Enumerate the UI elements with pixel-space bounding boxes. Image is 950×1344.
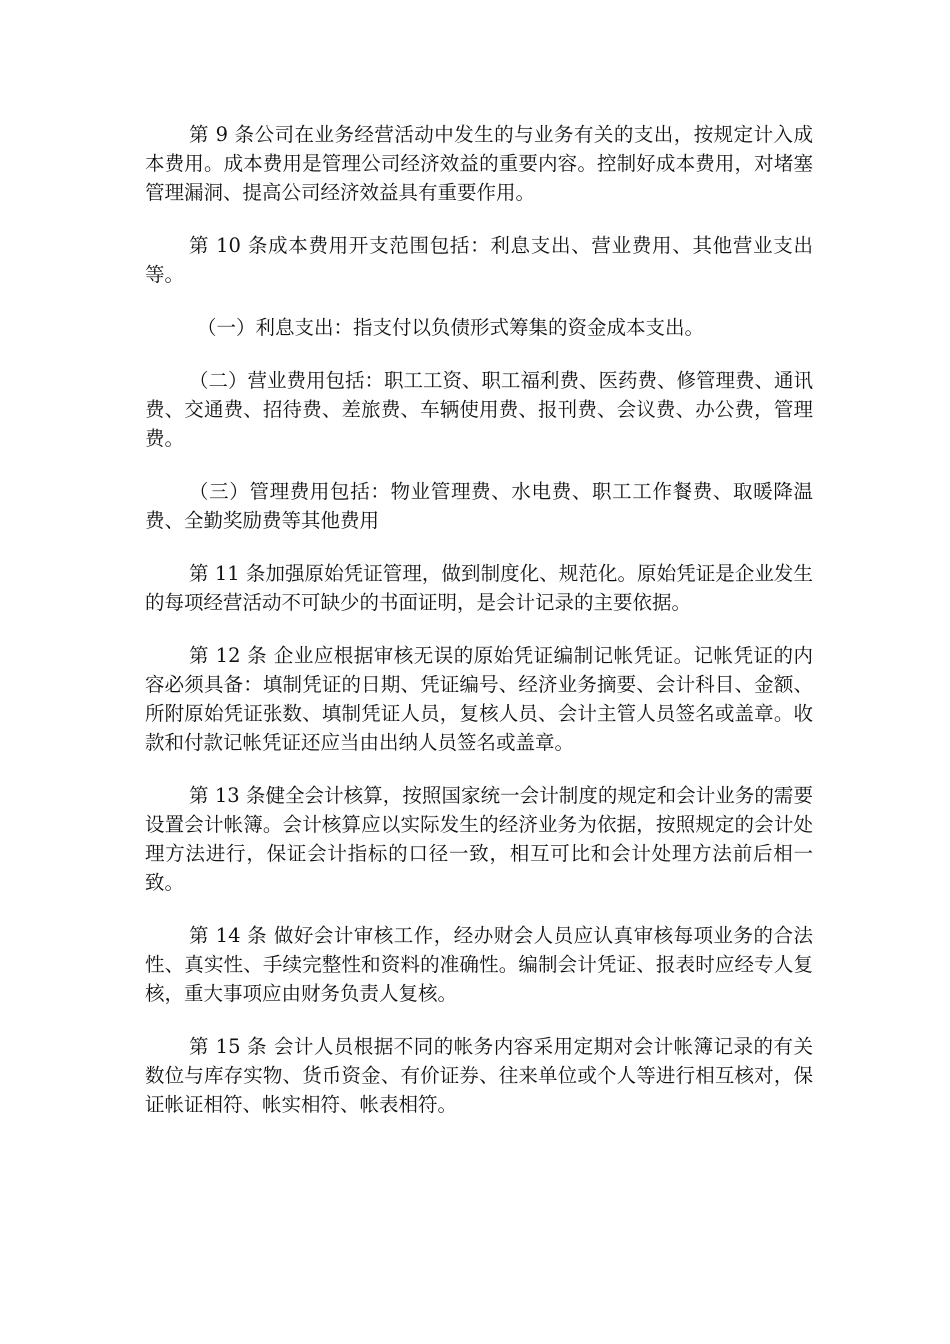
article-12-paragraph: 第 12 条 企业应根据审核无误的原始凭证编制记帐凭证。记帐凭证的内容必须具备：填制凭证的日期、凭证编号、经济业务摘要、会计科目、金额、所附原始凭证张数、填制凭证人员，复核人员、会计主管人员签名或盖章。收款和付款记帐凭证还应当由出纳人员签名或盖章。	[145, 644, 813, 754]
article-13-paragraph: 第 13 条健全会计核算，按照国家统一会计制度的规定和会计业务的需要设置会计帐簿。会计核算应以实际发生的经济业务为依据，按照规定的会计处理方法进行，保证会计指标的口径一致，相互可比和会计处理方法前后相一致。	[145, 784, 813, 894]
operating-expense-item: （二）营业费用包括：职工工资、职工福利费、医药费、修管理费、通讯费、交通费、招待费、差旅费、车辆使用费、报刊费、会议费、办公费，管理费。	[145, 369, 814, 450]
document-page	[145, 120, 813, 1143]
management-expense-item: （三）管理费用包括：物业管理费、水电费、职工工作餐费、取暖降温费、全勤奖励费等其他费用	[145, 480, 813, 532]
article-15-paragraph: 第 15 条 会计人员根据不同的帐务内容采用定期对会计帐簿记录的有关数位与库存实物、货币资金、有价证券、往来单位或个人等进行相互核对，保证帐证相符、帐实相符、帐表相符。	[145, 1035, 813, 1116]
article-14-paragraph: 第 14 条 做好会计审核工作，经办财会人员应认真审核每项业务的合法性、真实性、手续完整性和资料的准确性。编制会计凭证、报表时应经专人复核，重大事项应由财务负责人复核。	[145, 924, 813, 1005]
interest-expense-item: （一）利息支出：指支付以负债形式筹集的资金成本支出。	[197, 316, 705, 339]
article-11-paragraph: 第 11 条加强原始凭证管理，做到制度化、规范化。原始凭证是企业发生的每项经营活动不可缺少的书面证明，是会计记录的主要依据。	[145, 562, 813, 614]
article-9-paragraph: 第 9 条公司在业务经营活动中发生的与业务有关的支出，按规定计入成本费用。成本费用是管理公司经济效益的重要内容。控制好成本费用，对堵塞管理漏洞、提高公司经济效益具有重要作用。	[145, 123, 813, 204]
article-10-paragraph: 第 10 条成本费用开支范围包括：利息支出、营业费用、其他营业支出等。	[145, 234, 813, 286]
